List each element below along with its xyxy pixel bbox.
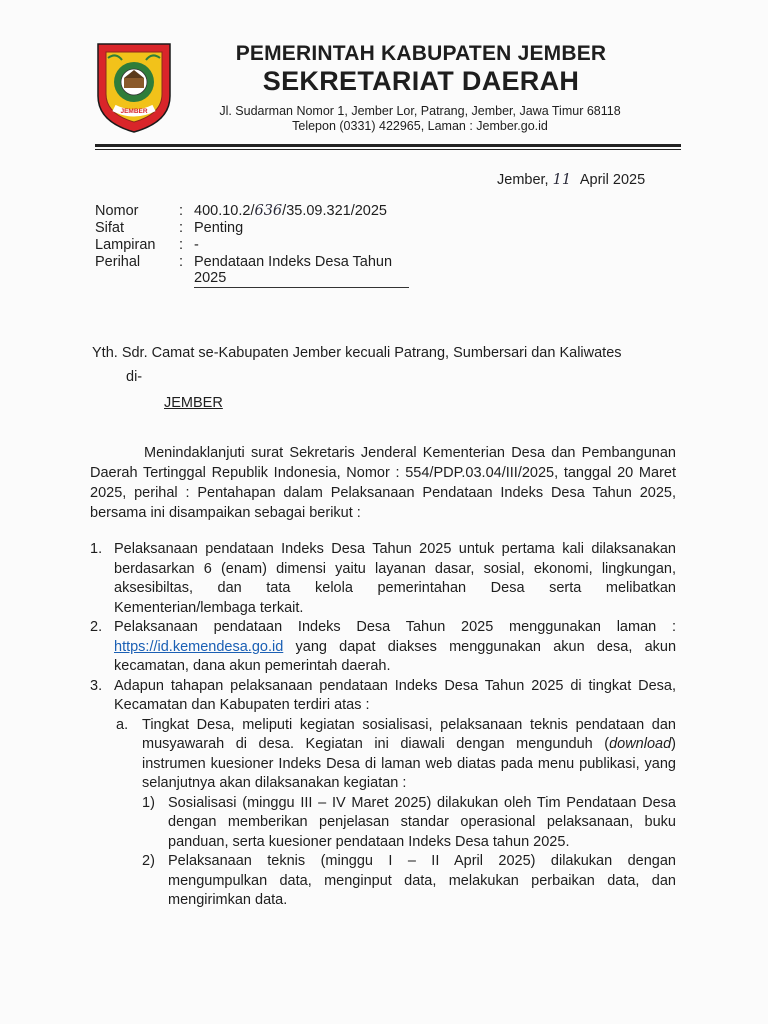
sub-sub-item [142,852,676,911]
perihal-value: Pendataan Indeks Desa Tahun 2025 [194,254,409,288]
list-item [90,540,676,618]
list-item-number: 3. [90,677,103,694]
list-item [90,618,676,677]
nomor-colon: : [179,203,184,219]
letterhead-thick-rule [95,144,681,147]
letter-date [497,172,645,188]
sifat-value: Penting [194,220,244,236]
list-item-text: Adapun tahapan pelaksanaan pendataan Indeks Desa Tahun 2025 di tingkat Desa, Kecamatan dan Kabupaten terdiri atas : [114,677,676,713]
addressee-di: di- [126,369,143,385]
svg-text:JEMBER: JEMBER [120,108,148,115]
list-item-text: Pelaksanaan pendataan Indeks Desa Tahun 2025 menggunakan laman : [114,619,676,635]
nomor-handwritten-number: 636 [254,203,283,219]
lampiran-label: Lampiran [95,237,156,253]
sub-sub-item-number: 2) [142,853,155,869]
list-item-text: Pelaksanaan pendataan Indeks Desa Tahun 2025 untuk pertama kali dilaksanakan berdasarkan 6 (enam) dimensi yaitu layanan dasar, sosial, ekonomi, lingkungan, aksesibiltas, dan tata kelola pemerintahan Desa serta melibatkan Kementerian/lembaga terkait. [114,541,676,616]
nomor-label: Nomor [95,203,139,219]
sub-sub-item-text: Pelaksanaan teknis (minggu I – II April 2025) dilakukan dengan mengumpulkan data, menginput data, melakukan perbaikan data, dan mengirimkan data. [168,853,676,908]
sifat-colon: : [179,220,184,236]
lampiran-value: - [194,237,199,253]
addressee-city: JEMBER [164,395,223,411]
sub-item-letter: a. [116,716,129,733]
letterhead-contact: Telepon (0331) 422965, Laman : Jember.go.id [292,119,548,133]
letterhead-thin-rule [95,149,681,150]
download-italic: download [609,736,672,752]
list-item-number: 2. [90,619,103,635]
sub-sub-item-number: 1) [142,794,155,811]
letterhead-address-block [190,104,650,134]
sifat-label: Sifat [95,220,125,236]
list-item-text: yang dapat diakses menggunakan akun desa, akun kecamatan, dana akun pemerintah daerah. [114,638,677,674]
jember-coat-of-arms-logo [94,38,174,134]
numbered-list [90,540,676,911]
list-item-number: 1. [90,541,103,557]
letterhead-address: Jl. Sudarman Nomor 1, Jember Lor, Patrang, Jember, Jawa Timur 68118 [219,104,621,118]
kemendesa-link[interactable]: https://id.kemendesa.go.id [114,638,284,655]
nomor-value: 400.10.2/636/35.09.321/2025 [194,203,387,219]
date-day-handwritten: 11 [552,172,572,188]
date-month-year: April 2025 [579,172,646,188]
letterhead-government-title: PEMERINTAH KABUPATEN JEMBER [235,42,607,65]
perihal-colon: : [179,254,184,270]
sub-sub-item [142,794,676,853]
lampiran-colon: : [179,237,184,253]
list-item [90,677,676,911]
sub-sub-item-text: Sosialisasi (minggu III – IV Maret 2025) dilakukan oleh Tim Pendataan Desa dengan memberikan penjelasan standar operasional pelaksanaan, buku panduan, serta kuesioner pendataan Indeks Desa tahun 2025. [168,794,676,850]
intro-paragraph: Menindaklanjuti surat Sekretaris Jenderal Kementerian Desa dan Pembangunan Daerah Tertinggal Republik Indonesia, Nomor : 554/PDP.03.04/III/2025, tanggal 20 Maret 2025, perihal : Pentahapan dalam Pelaksanaan Pendataan Indeks Desa Tahun 2025, bersama ini disampaikan sebagai berikut : [90,445,676,521]
sub-item-a: a. Tingkat Desa, meliputi kegiatan sosialisasi, pelaksanaan teknis pendataan dan musyawarah di desa. Kegiatan ini diawali dengan mengunduh (download) instrumen kuesioner Indeks Desa di laman web diatas pada menu publikasi, yang selanjutnya akan dilaksanakan kegiatan : 1) Sosialisasi (minggu III – IV Maret 2025) dilakukan oleh Tim Pendataan Desa dengan memberikan penjelasan standar operasional pelaksanaan, buku panduan, serta kuesioner pendataan Indeks Desa tahun 2025. 2) Pelaksanaan teknis (minggu I – II April 2025) dilakukan dengan mengumpulkan data, menginput data, melakukan perbaikan data, dan mengirimkan data. [116,716,676,911]
perihal-label: Perihal [95,254,141,270]
date-city: Jember, [497,172,549,188]
addressee-line: Yth. Sdr. Camat se-Kabupaten Jember kecuali Patrang, Sumbersari dan Kaliwates [92,345,622,361]
letterhead-secretariat-title: SEKRETARIAT DAERAH [262,66,580,96]
